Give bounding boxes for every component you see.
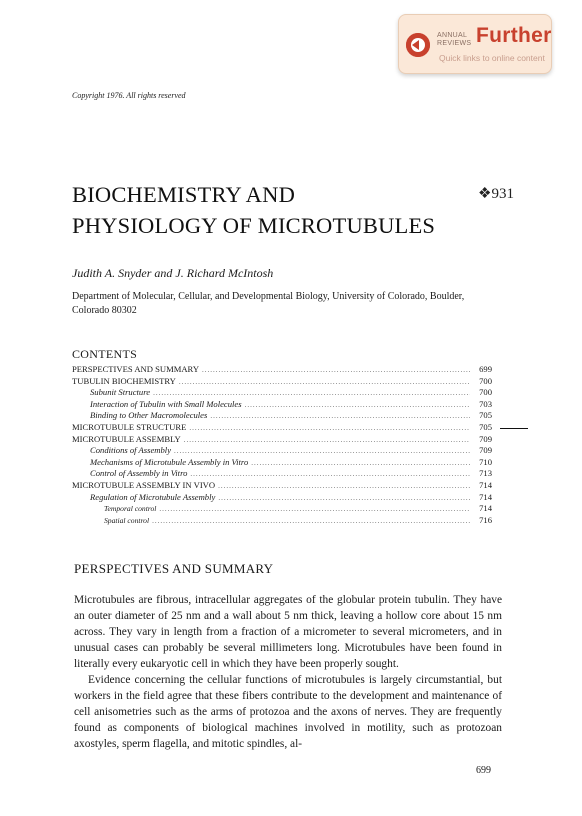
toc-entry-title: Conditions of Assembly — [90, 445, 172, 456]
toc-leader-dots — [152, 516, 470, 528]
paragraph: Microtubules are fibrous, intracellular aggregates of the globular protein tubulin. They have an outer diameter of 25 nm and a wall about 5 nm thick, leaving a hollow core about 15 nm across. They vary in length from a fraction of a micrometer to several micrometers, and in unusual cases can probably be several millimeters long. Microtubules have been found in literally every eukaryotic cell in which they have been properly sought. — [74, 594, 502, 670]
toc-entry-page: 699 — [479, 364, 492, 374]
toc-entry-title: MICROTUBULE ASSEMBLY — [72, 433, 181, 444]
toc-entry-page: 714 — [479, 479, 492, 490]
title-line-2: PHYSIOLOGY OF MICROTUBULES — [72, 213, 436, 238]
page-number: 699 — [476, 765, 491, 776]
authors: Judith A. Snyder and J. Richard McIntosh — [72, 266, 274, 280]
annual-reviews-label: ANNUAL REVIEWS — [437, 32, 472, 47]
toc-entry[interactable] — [72, 387, 492, 399]
toc-entry-title: Mechanisms of Microtubule Assembly in Vitro — [90, 456, 249, 467]
toc-entry[interactable] — [72, 410, 492, 422]
toc-entry-title: MICROTUBULE STRUCTURE — [72, 421, 187, 432]
paragraph: Evidence concerning the cellular functions of microtubules is largely circumstantial, but workers in the field agree that these fibers contribute to the development and maintenance of cell anisometries such as the arms of protozoa and the axons of nerves. They are frequently found as components of biological machines involved in motility, such as protozoan axostyles, sperm flagella, and mitotic spindles, al- — [74, 674, 502, 750]
toc-entry-title: Binding to Other Macromolecules — [90, 410, 208, 421]
toc-entry-page: 716 — [479, 514, 492, 525]
quick-links-label: Quick links to online content — [439, 53, 545, 63]
toc-entry[interactable] — [72, 399, 492, 411]
arrow-left-icon — [406, 33, 430, 57]
toc-entry-title: TUBULIN BIOCHEMISTRY — [72, 375, 176, 386]
toc-entry[interactable] — [72, 376, 492, 388]
toc-entry[interactable] — [72, 364, 492, 376]
toc-entry-page: 713 — [479, 468, 492, 479]
toc-entry-title: Temporal control — [104, 504, 157, 514]
copyright-notice: Copyright 1976. All rights reserved — [72, 91, 186, 100]
toc-entry-title: Interaction of Tubulin with Small Molecules — [90, 398, 242, 409]
article-title — [72, 179, 435, 241]
toc-entry[interactable] — [72, 422, 492, 434]
toc-entry-title: Spatial control — [104, 515, 150, 525]
toc-entry-page: 714 — [479, 503, 492, 514]
toc-entry-page: 705 — [479, 421, 492, 432]
toc-entry-title: Subunit Structure — [90, 387, 151, 398]
toc-entry-title: MICROTUBULE ASSEMBLY IN VIVO — [72, 479, 216, 490]
toc-entry-page: 710 — [479, 456, 492, 467]
title-line-1: BIOCHEMISTRY AND — [72, 182, 296, 207]
toc-rule-mark — [500, 428, 528, 430]
toc-entry-page: 703 — [479, 398, 492, 409]
section-heading: PERSPECTIVES AND SUMMARY — [74, 561, 274, 576]
toc-entry[interactable] — [72, 445, 492, 457]
toc-entry-page: 700 — [479, 387, 492, 398]
further-badge[interactable] — [398, 14, 552, 74]
affiliation: Department of Molecular, Cellular, and Developmental Biology, University of Colorado, Boulder, Colorado 80302 — [72, 291, 465, 316]
toc-entry-page: 709 — [479, 445, 492, 456]
toc-entry-title: Control of Assembly in Vitro — [90, 468, 188, 479]
toc-entry[interactable] — [72, 457, 492, 469]
body-text — [74, 592, 502, 752]
toc-entry[interactable] — [72, 434, 492, 446]
toc-entry-page: 714 — [479, 491, 492, 502]
toc-entry[interactable] — [72, 515, 492, 527]
toc-entry[interactable] — [72, 480, 492, 492]
toc-entry[interactable] — [72, 492, 492, 504]
toc-entry-page: 709 — [479, 433, 492, 444]
chapter-number: ❖931 — [478, 186, 514, 202]
table-of-contents — [72, 364, 492, 526]
toc-entry-title: Regulation of Microtubule Assembly — [90, 491, 216, 502]
toc-entry-title: PERSPECTIVES AND SUMMARY — [72, 364, 200, 374]
toc-entry[interactable] — [72, 503, 492, 515]
toc-entry[interactable] — [72, 468, 492, 480]
further-label: Further — [476, 24, 552, 47]
contents-heading: CONTENTS — [72, 347, 138, 361]
toc-entry-page: 700 — [479, 375, 492, 386]
toc-entry-page: 705 — [479, 410, 492, 421]
